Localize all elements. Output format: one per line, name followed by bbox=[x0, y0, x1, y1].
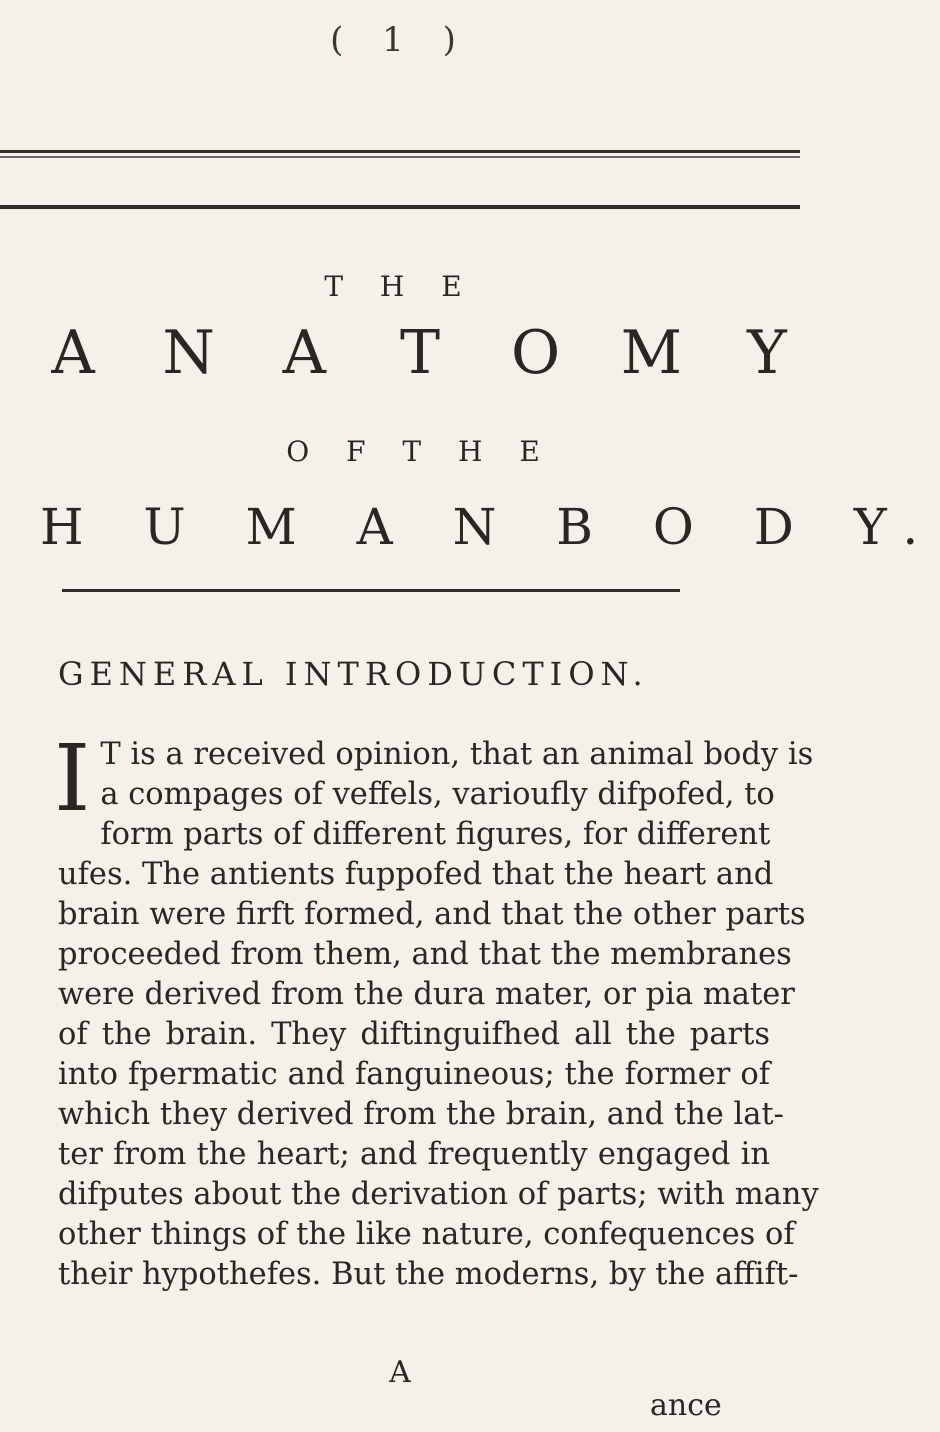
header-rule-bottom bbox=[0, 205, 800, 209]
title-anatomy-letter: T bbox=[399, 318, 440, 388]
title-the: T H E bbox=[324, 270, 476, 303]
header-rule-thin bbox=[0, 156, 800, 158]
title-rule bbox=[62, 589, 680, 592]
title-anatomy-letter: Y bbox=[747, 318, 787, 388]
header-rule-top bbox=[0, 150, 800, 153]
paragraph-line: other things of the like nature, confequences of bbox=[58, 1217, 795, 1252]
signature-mark: A bbox=[389, 1355, 411, 1390]
title-human-body: H U M A N B O D Y. bbox=[40, 498, 940, 556]
paragraph-line: into fpermatic and fanguineous; the former of bbox=[58, 1057, 770, 1092]
page-number: ( 1 ) bbox=[330, 20, 470, 60]
section-heading: GENERAL INTRODUCTION. bbox=[58, 655, 649, 693]
paragraph-line: their hypothefes. But the moderns, by the affift- bbox=[58, 1257, 799, 1292]
paragraph-line: a compages of veffels, varioufly difpofed, to bbox=[100, 777, 775, 812]
title-anatomy-letter: N bbox=[162, 318, 215, 388]
paragraph-line: were derived from the dura mater, or pia mater bbox=[58, 977, 795, 1012]
paragraph-line: difputes about the derivation of parts; with many bbox=[58, 1177, 819, 1212]
paragraph-line: form parts of different figures, for different bbox=[100, 817, 771, 852]
paragraph-line: of the brain. They diftinguifhed all the parts bbox=[58, 1017, 770, 1052]
paragraph-line: T is a received opinion, that an animal body is bbox=[100, 737, 814, 772]
paragraph-line: brain were firft formed, and that the other parts bbox=[58, 897, 806, 932]
catchword: ance bbox=[650, 1388, 722, 1423]
paragraph-line: ufes. The antients fuppofed that the heart and bbox=[58, 857, 774, 892]
title-anatomy-letter: M bbox=[620, 318, 682, 388]
paragraph-line: which they derived from the brain, and the lat- bbox=[58, 1097, 784, 1132]
title-anatomy-letter: O bbox=[511, 318, 561, 388]
drop-cap: I bbox=[54, 725, 91, 832]
paragraph-line: ter from the heart; and frequently engaged in bbox=[58, 1137, 770, 1172]
title-anatomy bbox=[40, 318, 800, 388]
title-anatomy-letter: A bbox=[282, 318, 326, 388]
title-of-the: O F T H E bbox=[286, 435, 554, 468]
paragraph bbox=[54, 725, 819, 1295]
title-anatomy-letter: A bbox=[51, 318, 95, 388]
paragraph-line: proceeded from them, and that the membranes bbox=[58, 937, 792, 972]
